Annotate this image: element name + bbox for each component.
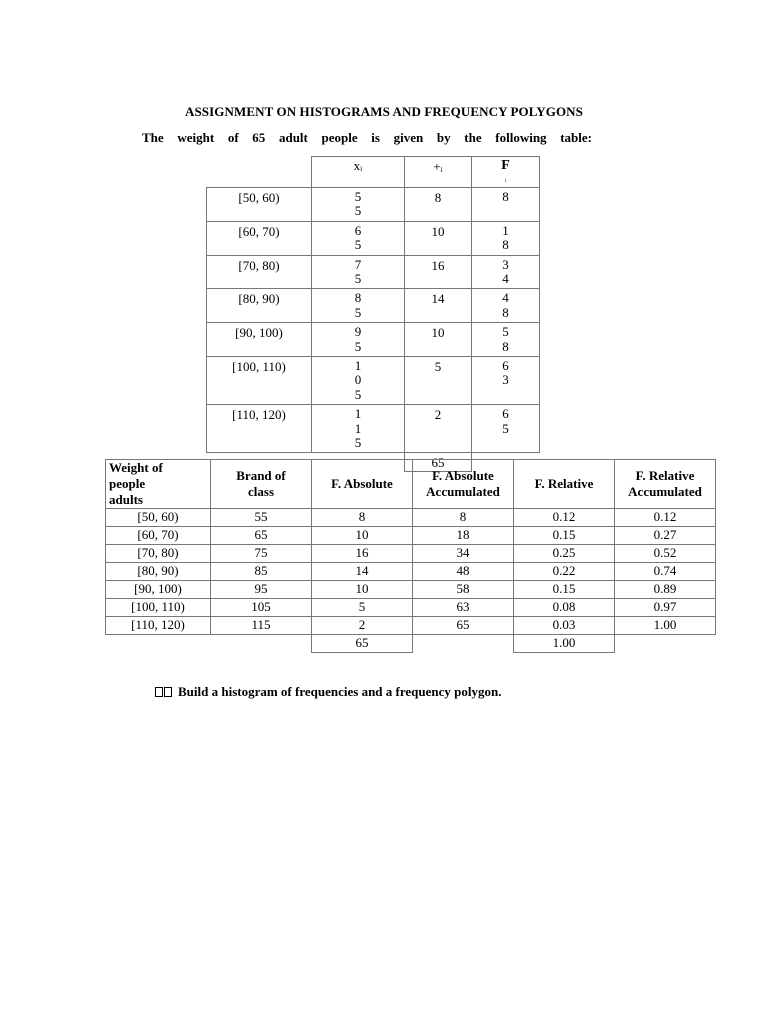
- weight-cell: [60, 70): [106, 527, 211, 545]
- fi-cell: 10: [405, 221, 472, 255]
- table-row: [207, 221, 540, 255]
- rel-cell: 0.25: [514, 545, 615, 563]
- brand-cell: 115: [211, 617, 312, 635]
- xi-value: 1 0 5: [354, 357, 362, 402]
- header-fi: +ᵢ: [405, 157, 472, 188]
- Fi-cell: [472, 405, 540, 453]
- table-row: [207, 356, 540, 404]
- xi-cell: [312, 405, 405, 453]
- xi-cell: [312, 356, 405, 404]
- xi-value: 7 5: [354, 256, 362, 286]
- xi-cell: [312, 255, 405, 289]
- fi-cell: 2: [405, 405, 472, 453]
- interval-cell: [100, 110): [207, 356, 312, 404]
- xi-value: 5 5: [354, 189, 362, 219]
- interval-cell: [110, 120): [207, 405, 312, 453]
- rel-acc-cell: 0.12: [615, 509, 716, 527]
- abs-cell: 10: [312, 581, 413, 599]
- Fi-cell: [472, 289, 540, 323]
- brand-cell: 105: [211, 599, 312, 617]
- header-Fi: F ᵢ: [472, 157, 540, 188]
- fi-cell: 5: [405, 356, 472, 404]
- total-cell: 65: [405, 453, 472, 472]
- table-header-row: [106, 460, 716, 509]
- task-instruction: [155, 684, 501, 700]
- rel-acc-cell: 0.27: [615, 527, 716, 545]
- table-row: [106, 599, 716, 617]
- abs-cell: 14: [312, 563, 413, 581]
- table-row: [106, 581, 716, 599]
- Fi-cell: [472, 188, 540, 222]
- rel-cell: 0.12: [514, 509, 615, 527]
- Fi-value: 4 8: [502, 290, 509, 320]
- table-row: [106, 617, 716, 635]
- xi-cell: [312, 323, 405, 357]
- Fi-value: 3 4: [502, 256, 509, 286]
- table-row: [207, 323, 540, 357]
- header-rel-acc: F. Relative Accumulated: [615, 460, 716, 509]
- header-xi: xᵢ: [312, 157, 405, 188]
- Fi-cell: [472, 323, 540, 357]
- rel-cell: 0.15: [514, 581, 615, 599]
- header-brand: Brand of class: [211, 460, 312, 509]
- rel-cell: 0.03: [514, 617, 615, 635]
- table-row: [106, 509, 716, 527]
- Fi-value: 6 5: [502, 406, 509, 436]
- abs-acc-cell: 48: [413, 563, 514, 581]
- frequency-table-full: [105, 459, 716, 653]
- abs-acc-cell: 58: [413, 581, 514, 599]
- rel-acc-cell: 1.00: [615, 617, 716, 635]
- table-row: [106, 563, 716, 581]
- header-abs: F. Absolute: [312, 460, 413, 509]
- abs-cell: 16: [312, 545, 413, 563]
- table-row: [207, 405, 540, 453]
- total-rel-cell: 1.00: [514, 635, 615, 653]
- rel-acc-cell: 0.52: [615, 545, 716, 563]
- brand-cell: 65: [211, 527, 312, 545]
- weight-cell: [50, 60): [106, 509, 211, 527]
- Fi-cell: [472, 356, 540, 404]
- xi-value: 1 1 5: [354, 406, 362, 450]
- abs-acc-cell: 34: [413, 545, 514, 563]
- table-row: [207, 289, 540, 323]
- Fi-cell: [472, 255, 540, 289]
- weight-cell: [80, 90): [106, 563, 211, 581]
- xi-value: 9 5: [354, 324, 362, 354]
- abs-acc-cell: 18: [413, 527, 514, 545]
- abs-cell: 5: [312, 599, 413, 617]
- table-row: [106, 545, 716, 563]
- fi-cell: 14: [405, 289, 472, 323]
- Fi-value: 1 8: [502, 222, 509, 253]
- rel-acc-cell: 0.74: [615, 563, 716, 581]
- fi-cell: 8: [405, 188, 472, 222]
- abs-acc-cell: 63: [413, 599, 514, 617]
- rel-acc-cell: 0.89: [615, 581, 716, 599]
- interval-cell: [90, 100): [207, 323, 312, 357]
- brand-cell: 95: [211, 581, 312, 599]
- fi-cell: 16: [405, 255, 472, 289]
- header-rel: F. Relative: [514, 460, 615, 509]
- rel-cell: 0.22: [514, 563, 615, 581]
- abs-acc-cell: 65: [413, 617, 514, 635]
- abs-cell: 10: [312, 527, 413, 545]
- xi-cell: [312, 188, 405, 222]
- brand-cell: 85: [211, 563, 312, 581]
- checkbox-icon: [155, 687, 172, 697]
- Fi-value: 5 8: [502, 324, 509, 354]
- Fi-cell: [472, 221, 540, 255]
- xi-value: 6 5: [354, 222, 362, 253]
- brand-cell: 55: [211, 509, 312, 527]
- interval-cell: [80, 90): [207, 289, 312, 323]
- header-weight: Weight of people adults: [106, 460, 211, 509]
- weight-cell: [90, 100): [106, 581, 211, 599]
- total-abs-cell: 65: [312, 635, 413, 653]
- page-title: ASSIGNMENT ON HISTOGRAMS AND FREQUENCY POLYGONS: [184, 104, 584, 119]
- abs-cell: 2: [312, 617, 413, 635]
- intro-text: The weight of 65 adult people is given by the following table:: [142, 130, 592, 145]
- frequency-table-simple: [206, 156, 540, 472]
- interval-cell: [50, 60): [207, 188, 312, 222]
- rel-cell: 0.15: [514, 527, 615, 545]
- rel-acc-cell: 0.97: [615, 599, 716, 617]
- task-text: Build a histogram of frequencies and a frequency polygon.: [178, 684, 502, 699]
- interval-cell: [70, 80): [207, 255, 312, 289]
- xi-cell: [312, 221, 405, 255]
- weight-cell: [110, 120): [106, 617, 211, 635]
- interval-cell: [60, 70): [207, 221, 312, 255]
- Fi-value: 8: [502, 189, 509, 204]
- weight-cell: [100, 110): [106, 599, 211, 617]
- table-row: [207, 255, 540, 289]
- table-header-row: [207, 157, 540, 188]
- rel-cell: 0.08: [514, 599, 615, 617]
- table-row: [207, 188, 540, 222]
- abs-cell: 8: [312, 509, 413, 527]
- Fi-value: 6 3: [502, 357, 509, 388]
- weight-cell: [70, 80): [106, 545, 211, 563]
- xi-value: 8 5: [354, 290, 362, 320]
- total-row: [106, 635, 716, 653]
- abs-acc-cell: 8: [413, 509, 514, 527]
- table-row: [106, 527, 716, 545]
- xi-cell: [312, 289, 405, 323]
- brand-cell: 75: [211, 545, 312, 563]
- header-abs-acc: F. Absolute Accumulated: [413, 460, 514, 509]
- fi-cell: 10: [405, 323, 472, 357]
